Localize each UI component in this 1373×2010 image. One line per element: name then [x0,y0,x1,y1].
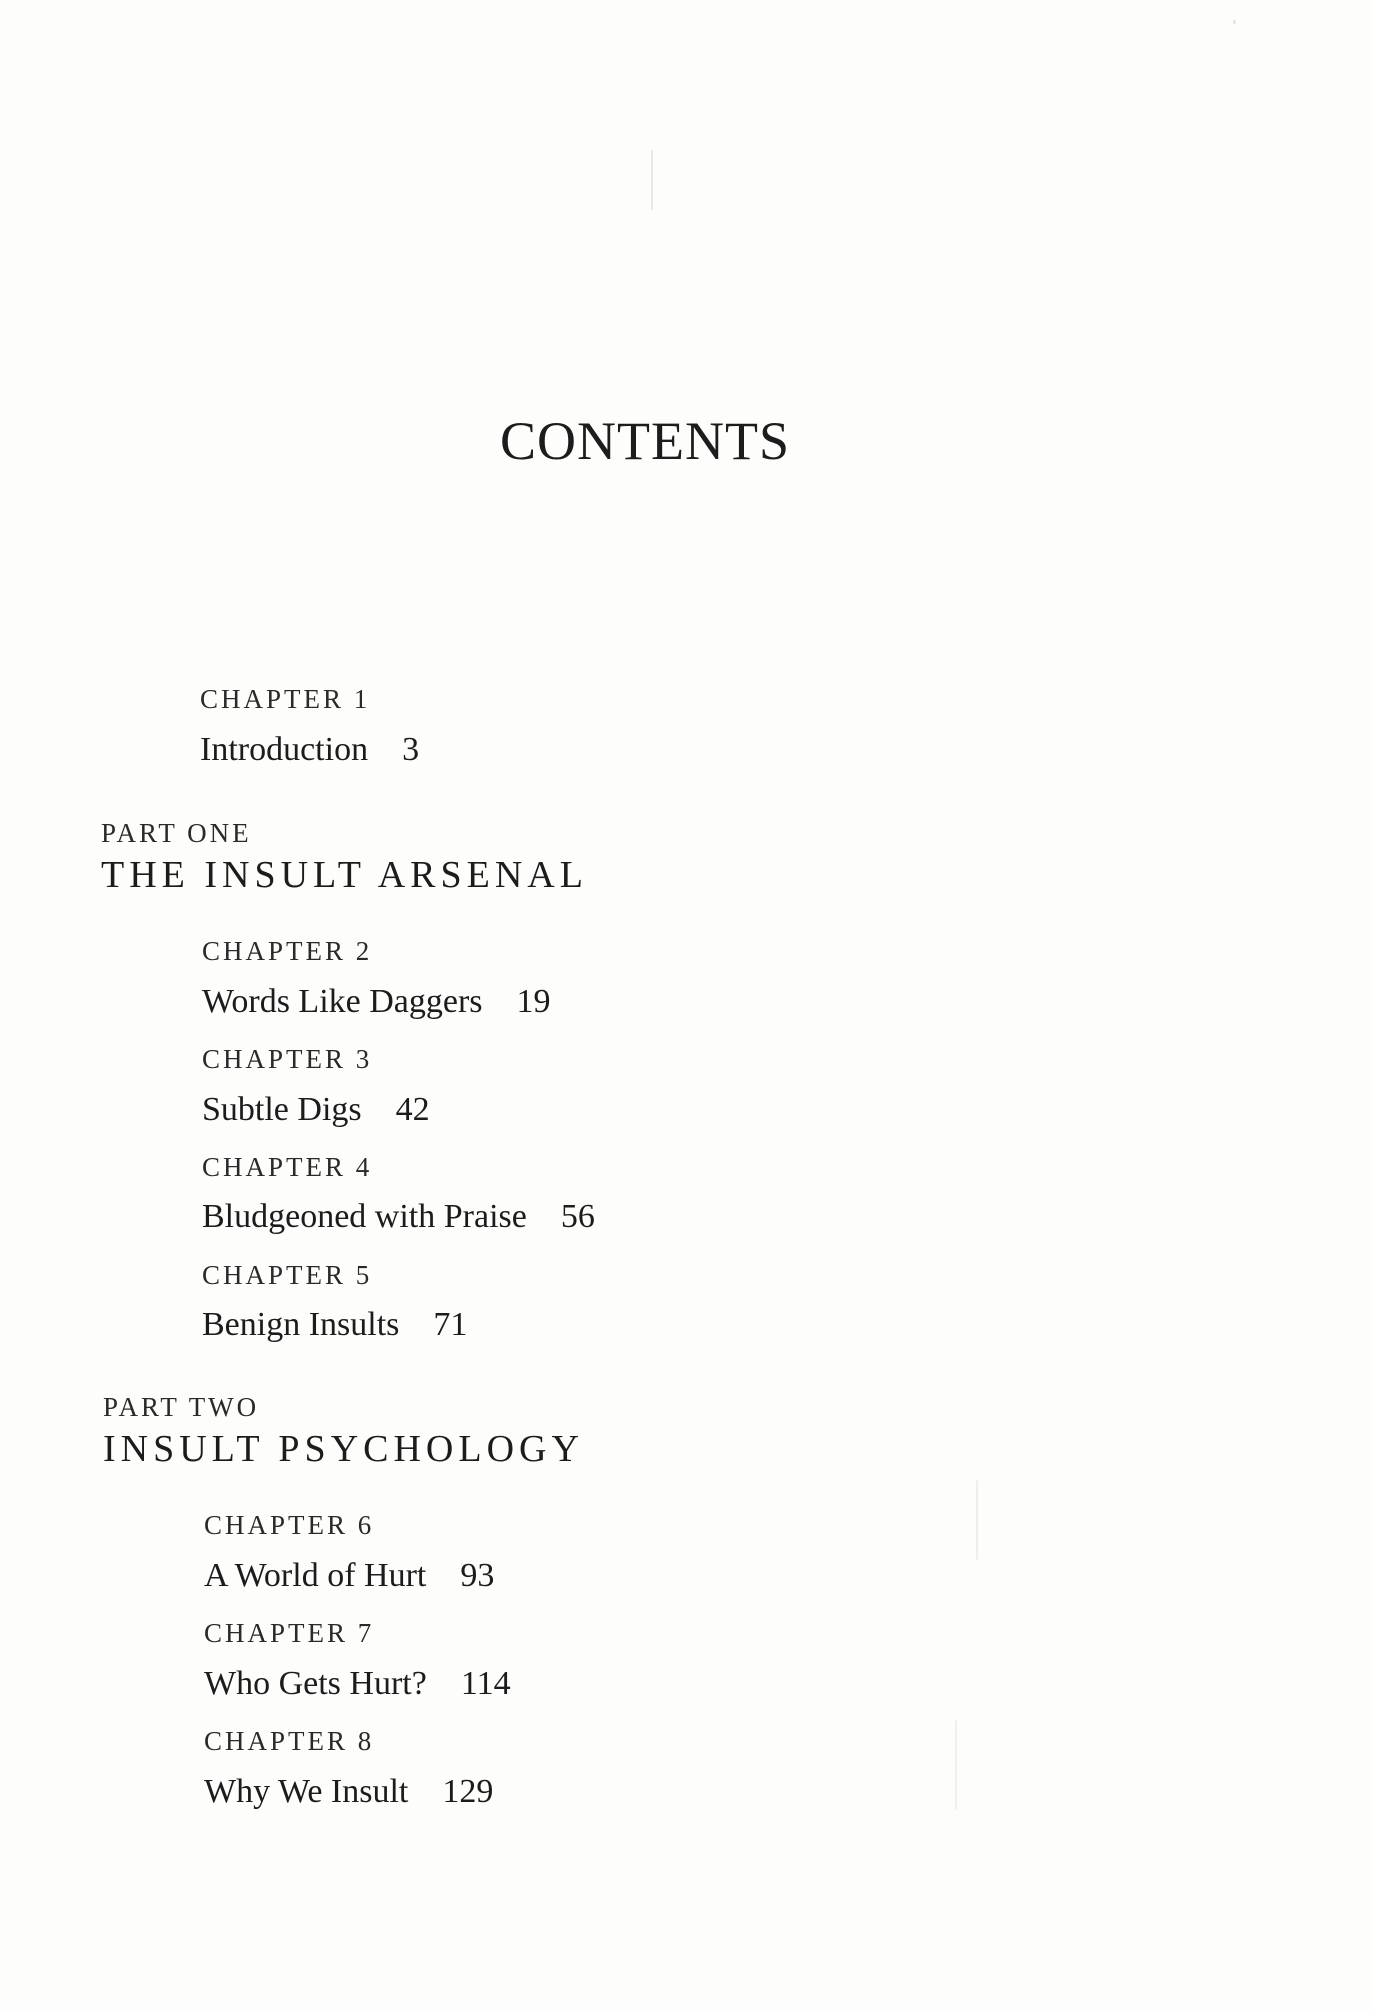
part-label: PART TWO [103,1392,260,1422]
page-number: 42 [395,1091,430,1128]
chapter-label: CHAPTER 5 [202,1260,373,1290]
chapter-title: Words Like Daggers [202,983,483,1020]
chapter-entry[interactable] [202,985,551,1019]
page-number: 93 [460,1557,495,1594]
page-number: 3 [402,731,420,768]
scan-speck [651,150,653,210]
page-number: 19 [516,983,551,1020]
chapter-label: CHAPTER 2 [202,936,373,966]
chapter-entry[interactable] [202,1308,467,1342]
page-number: 56 [560,1198,595,1235]
chapter-title: Bludgeoned with Praise [202,1198,527,1235]
scan-speck [976,1480,978,1560]
chapter-label: CHAPTER 6 [204,1510,375,1540]
chapter-title: Benign Insults [202,1306,400,1343]
chapter-title: Introduction [200,731,369,768]
page-number: 129 [442,1773,494,1810]
page-number: 114 [460,1665,511,1702]
chapter-title: Who Gets Hurt? [204,1665,427,1702]
chapter-title: Subtle Digs [202,1091,362,1128]
chapter-label: CHAPTER 3 [202,1044,373,1074]
scan-speck [955,1720,957,1810]
chapter-label: CHAPTER 8 [204,1726,375,1756]
part-label: PART ONE [101,818,252,848]
chapter-title: Why We Insult [204,1773,409,1810]
page-number: 71 [433,1306,468,1343]
chapter-entry[interactable] [204,1775,493,1809]
chapter-entry[interactable] [202,1200,595,1234]
part-title: INSULT PSYCHOLOGY [103,1428,584,1470]
chapter-entry[interactable] [202,1093,430,1127]
scan-speck [1233,20,1236,24]
chapter-label: CHAPTER 7 [204,1618,375,1648]
chapter-entry[interactable] [204,1667,511,1701]
chapter-label: CHAPTER 1 [200,684,371,714]
chapter-entry[interactable] [200,733,419,767]
chapter-title: A World of Hurt [204,1557,427,1594]
part-title: THE INSULT ARSENAL [101,854,588,896]
chapter-entry[interactable] [204,1559,494,1593]
chapter-label: CHAPTER 4 [202,1152,373,1182]
page-title: CONTENTS [500,411,790,471]
